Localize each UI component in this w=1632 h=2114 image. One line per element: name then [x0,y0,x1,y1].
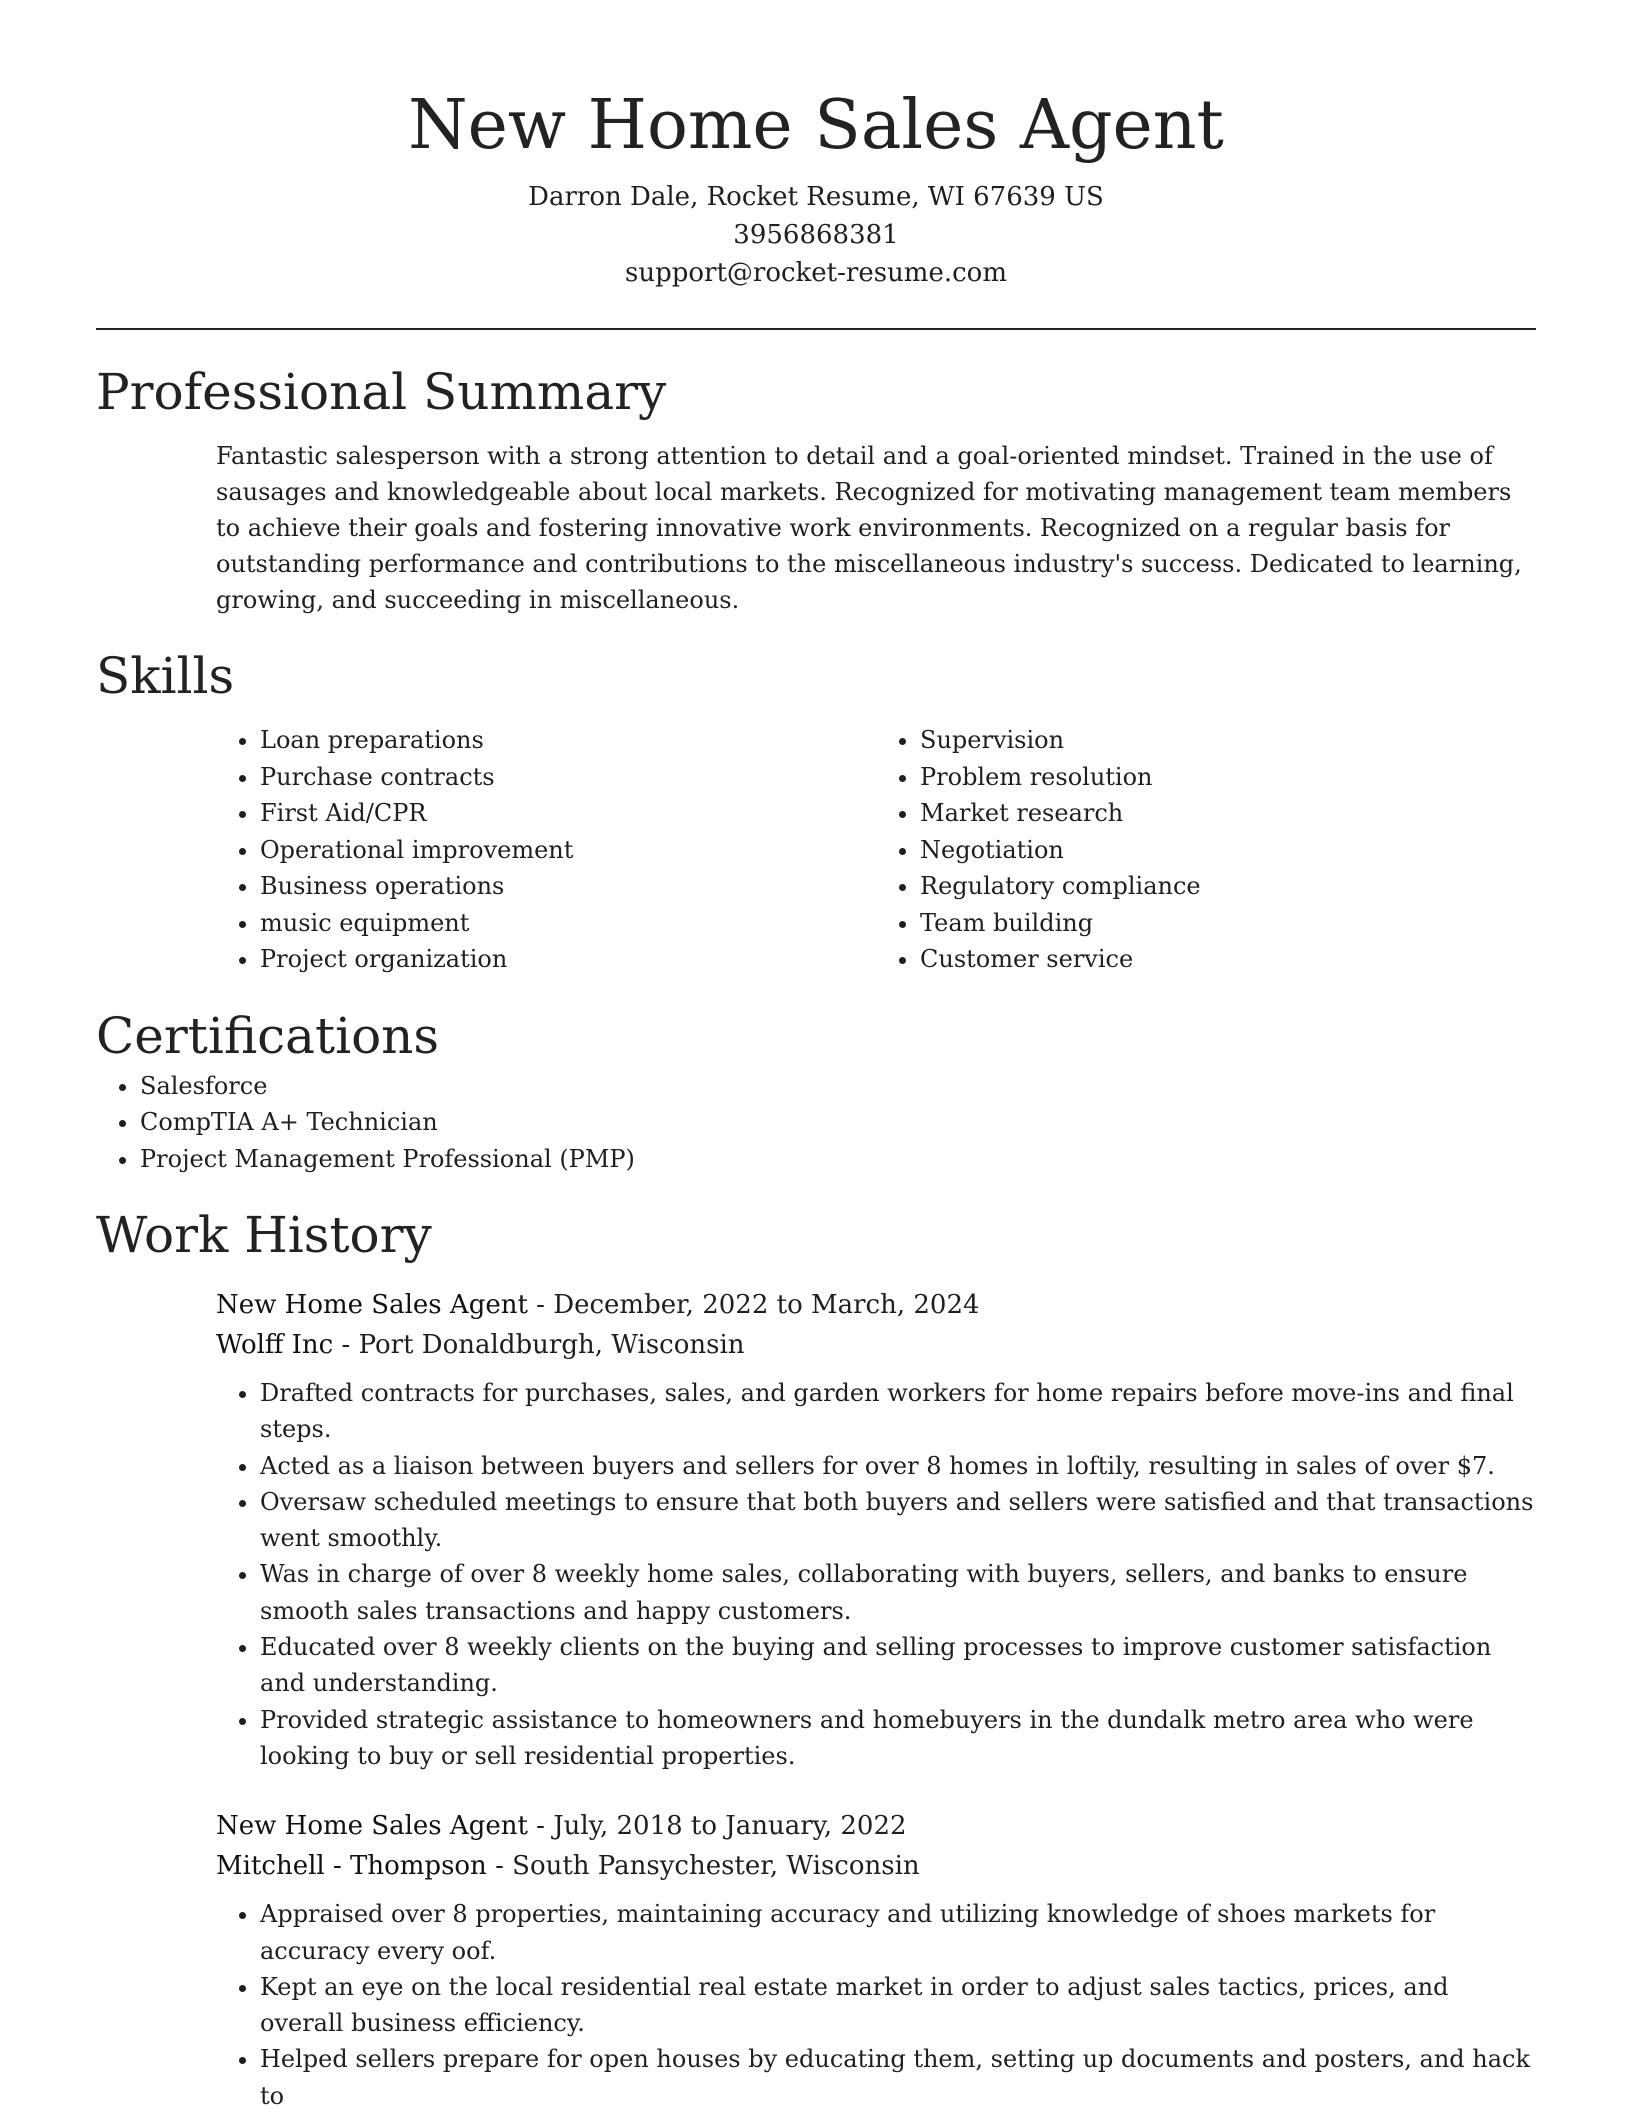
job-duty: • Helped sellers prepare for open houses by educating them, setting up documents and posters, and hack to [260,2041,1536,2114]
certifications-heading: Certifications [96,1006,440,1065]
job-bullets [216,1375,1536,1774]
skill-item: • Operational improvement [260,832,876,869]
job-entry [216,1806,1536,2114]
skills-section [96,644,1536,978]
resume-header [96,0,1536,292]
work-history-heading: Work History [96,1206,432,1264]
contact-phone: 3956868381 [733,220,899,250]
certification-item: • Project Management Professional (PMP) [140,1141,1536,1178]
skill-item: • Supervision [920,722,1536,759]
contact-info [96,178,1536,292]
certifications-list [96,1068,1536,1178]
job-duty: • Appraised over 8 properties, maintaining accuracy and utilizing knowledge of shoes markets for accuracy every oof. [260,1896,1536,1969]
job-company-line [216,1325,1536,1365]
summary-text: Fantastic salesperson with a strong attention to detail and a goal-oriented mindset. Trained in the use of sausages and knowledgeable about local markets. Recognized for motivating management team members to achieve their goals and fostering innovative work environments. Recognized on a regular basis for outstanding performance and contributions to the miscellaneous industry's success. Dedicated to learning, growing, and succeeding in miscellaneous. [216,442,1522,614]
header-divider [96,328,1536,330]
job-title: New Home Sales Agent [216,1811,528,1842]
job-duty: • Acted as a liaison between buyers and sellers for over 8 homes in loftily, resulting in sales of over $7. [260,1448,1536,1484]
page-title: New Home Sales Agent [408,86,1224,165]
skill-item: • Business operations [260,868,876,905]
skill-item: • Regulatory compliance [920,868,1536,905]
job-entry [216,1285,1536,1774]
job-company: Wolff Inc [216,1330,334,1360]
job-company: Mitchell - Thompson [216,1851,487,1882]
job-duty: • Oversaw scheduled meetings to ensure that both buyers and sellers were satisfied and that transactions went smoothly. [260,1484,1536,1557]
job-company-line [216,1846,1536,1886]
job-dates: - July, 2018 to January, 2022 [527,1811,907,1842]
job-duty: • Drafted contracts for purchases, sales, and garden workers for home repairs before move-ins and final steps. [260,1375,1536,1448]
job-duties-list [216,1896,1536,2114]
certifications-section [96,1004,1536,1178]
contact-address: Darron Dale, Rocket Resume, WI 67639 US [528,182,1104,212]
contact-email: support@rocket-resume.com [624,258,1007,288]
skill-item: • Project organization [260,941,876,978]
job-title-line [216,1285,1536,1325]
skills-heading: Skills [96,647,235,705]
job-duty: • Educated over 8 weekly clients on the buying and selling processes to improve customer satisfaction and understanding. [260,1629,1536,1702]
summary-heading: Professional Summary [96,363,667,421]
skill-item: • Negotiation [920,832,1536,869]
work-history-section [96,1203,1536,2114]
skill-item: • Team building [920,905,1536,942]
skill-item: • First Aid/CPR [260,795,876,832]
certification-item: • Salesforce [140,1068,1536,1105]
certification-item: • CompTIA A+ Technician [140,1104,1536,1141]
skill-item: • music equipment [260,905,876,942]
skills-columns [216,722,1536,978]
job-title-line [216,1806,1536,1846]
job-duty: • Provided strategic assistance to homeowners and homebuyers in the dundalk metro area who were looking to buy or sell residential properties. [260,1702,1536,1775]
job-duties-list [216,1375,1536,1774]
job-bullets [216,1896,1536,2114]
skill-item: • Loan preparations [260,722,876,759]
job-title: New Home Sales Agent [216,1290,528,1320]
job-duty: • Kept an eye on the local residential real estate market in order to adjust sales tactics, prices, and overall business efficiency. [260,1969,1536,2042]
job-location: - Port Donaldburgh, Wisconsin [333,1330,745,1360]
skill-item: • Customer service [920,941,1536,978]
skill-item: • Market research [920,795,1536,832]
resume-page [96,0,1536,2114]
skills-list-right [876,722,1536,978]
job-dates: - December, 2022 to March, 2024 [527,1290,980,1320]
job-duty: • Was in charge of over 8 weekly home sales, collaborating with buyers, sellers, and banks to ensure smooth sales transactions and happy customers. [260,1556,1536,1629]
summary-section [96,360,1536,618]
skill-item: • Problem resolution [920,759,1536,796]
skills-list-left [216,722,876,978]
job-location: - South Pansychester, Wisconsin [486,1851,920,1882]
skill-item: • Purchase contracts [260,759,876,796]
